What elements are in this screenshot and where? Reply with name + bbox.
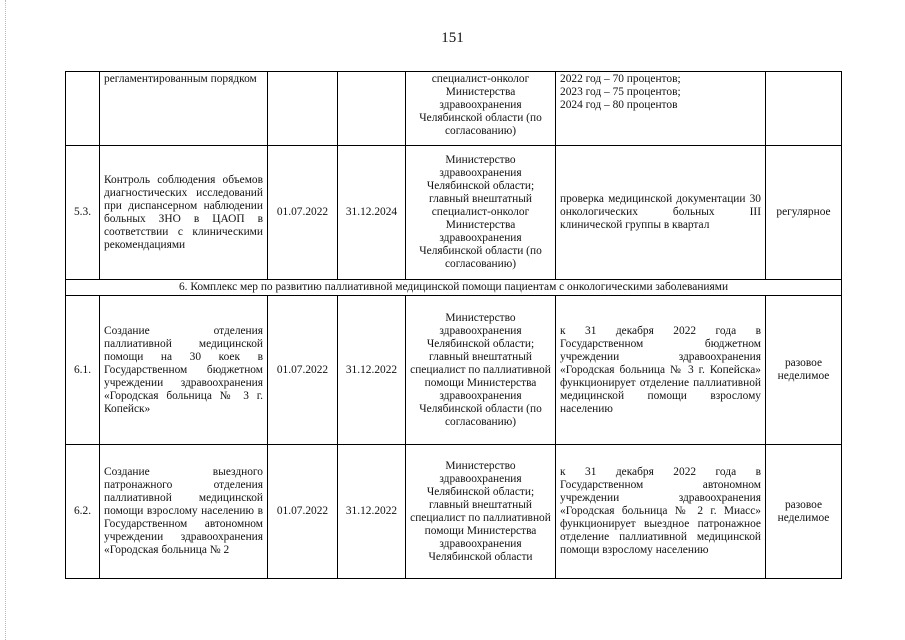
start-date	[268, 72, 338, 146]
measure-name: Создание отделения паллиативной медицинской помощи на 30 коек в Государственном бюджетном учреждении здравоохранения «Городская больница № 3 г. Копейск»	[100, 296, 268, 445]
section-row	[66, 280, 842, 296]
responsible: Министерство здравоохранения Челябинской области; главный внештатный специалист по паллиативной помощи Министерства здравоохранения Челябинской области (по согласованию)	[406, 296, 556, 445]
responsible: Министерство здравоохранения Челябинской области; главный внештатный специалист по паллиативной помощи Министерства здравоохранения Челябинской области	[406, 445, 556, 579]
responsible: специалист-онколог Министерства здравоохранения Челябинской области (по согласованию)	[406, 72, 556, 146]
measures-table	[65, 71, 842, 579]
page-number: 151	[441, 30, 464, 46]
end-date	[338, 72, 406, 146]
table-row	[66, 72, 842, 146]
start-date: 01.07.2022	[268, 445, 338, 579]
indicator: к 31 декабря 2022 года в Государственном бюджетном учреждении здравоохранения «Городская больница № 3 г. Копейска» функционирует отделение паллиативной медицинской помощи взрослому населению	[556, 296, 766, 445]
row-number	[66, 72, 100, 146]
margin-line	[5, 0, 7, 640]
row-number: 6.2.	[66, 445, 100, 579]
measure-name: Создание выездного патронажного отделения паллиативной медицинской помощи взрослому населению в Государственном автономном учреждении здравоохранения «Городская больница № 2	[100, 445, 268, 579]
indicator-line: 2022 год – 70 процентов;	[560, 73, 681, 85]
measure-type: регулярное	[766, 146, 842, 280]
indicator: проверка медицинской документации 30 онкологических больных III клинической группы в квартал	[556, 146, 766, 280]
measure-type: разовое неделимое	[766, 296, 842, 445]
indicator	[556, 72, 766, 146]
start-date: 01.07.2022	[268, 146, 338, 280]
responsible: Министерство здравоохранения Челябинской области; главный внештатный специалист-онколог Министерства здравоохранения Челябинской области (по согласованию)	[406, 146, 556, 280]
row-number: 6.1.	[66, 296, 100, 445]
table-row	[66, 146, 842, 280]
indicator: к 31 декабря 2022 года в Государственном автономном учреждении здравоохранения «Городская больница № 2 г. Миасс» функционирует выездное патронажное отделение паллиативной медицинской помощи взрослому населению	[556, 445, 766, 579]
indicator-line: 2023 год – 75 процентов;	[560, 86, 681, 98]
table-row	[66, 296, 842, 445]
end-date: 31.12.2022	[338, 445, 406, 579]
indicator-line: 2024 год – 80 процентов	[560, 99, 678, 111]
start-date: 01.07.2022	[268, 296, 338, 445]
measure-name: Контроль соблюдения объемов диагностических исследований при диспансерном наблюдении больных ЗНО в ЦАОП в соответствии с клиническими рекомендациями	[100, 146, 268, 280]
table-row	[66, 445, 842, 579]
measure-type	[766, 72, 842, 146]
end-date: 31.12.2022	[338, 296, 406, 445]
row-number: 5.3.	[66, 146, 100, 280]
measure-name: регламентированным порядком	[100, 72, 268, 146]
end-date: 31.12.2024	[338, 146, 406, 280]
measure-type: разовое неделимое	[766, 445, 842, 579]
section-title: 6. Комплекс мер по развитию паллиативной медицинской помощи пациентам с онкологическими заболеваниями	[66, 280, 842, 296]
